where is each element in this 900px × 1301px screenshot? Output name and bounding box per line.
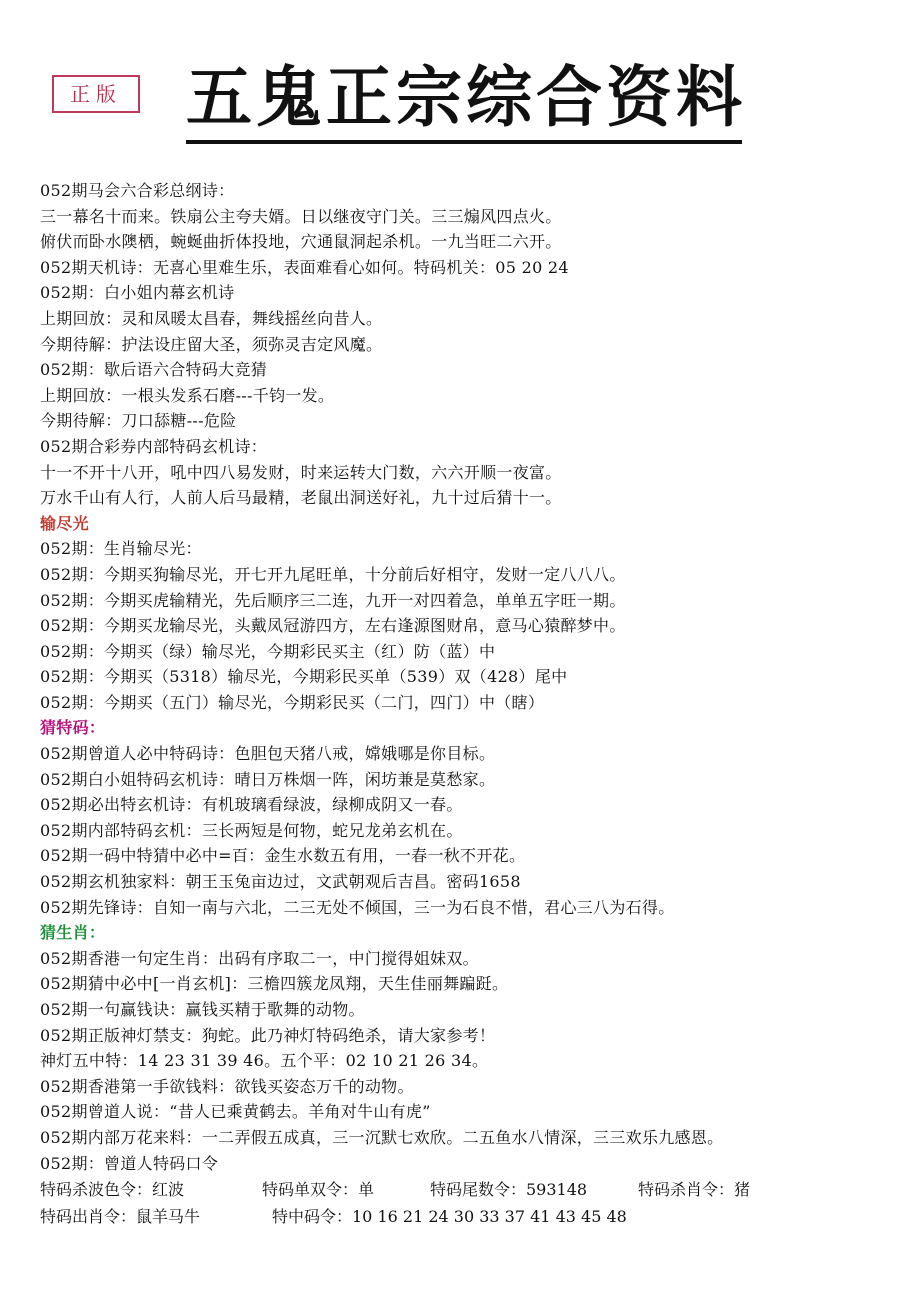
code-item: 特码杀肖令：猪 (638, 1180, 751, 1200)
text-line: 052期天机诗：无喜心里难生乐，表面难看心如何。特码机关：05 20 24 (40, 257, 569, 277)
code-item: 特码出肖令：鼠羊马牛 (40, 1207, 201, 1227)
text-line: 万水千山有人行，人前人后马最精，老鼠出洞送好礼，九十过后猜十一。 (40, 488, 562, 508)
section-heading-lose: 输尽光 (40, 513, 89, 533)
text-line: 052期一句赢钱诀：赢钱买精于歌舞的动物。 (40, 1000, 365, 1019)
code-item: 特中码令：10 16 21 24 30 33 37 41 43 45 48 (272, 1207, 627, 1227)
codes-row (40, 1203, 890, 1230)
code-item: 特码杀波色令：红波 (40, 1180, 185, 1200)
text-line: 052期一码中特猜中必中=百：金生水数五有用，一春一秋不开花。 (40, 846, 526, 866)
text-line: 上期回放：灵和凤暖太昌春，舞线摇丝向昔人。 (40, 308, 383, 328)
text-line: 052期玄机独家料：朝王玉兔亩边过，文武朝观后吉昌。密码1658 (40, 872, 521, 892)
content-body (40, 178, 890, 1230)
text-line: 052期：生肖输尽光： (40, 539, 202, 559)
text-line: 052期：今期买狗输尽光，开七开九尾旺单，十分前后好相守，发财一定八八八。 (40, 564, 626, 584)
text-line: 052期：曾道人特码口令 (40, 1153, 219, 1173)
text-line: 052期先锋诗：自知一南与六北，二三无处不倾国，三一为石良不惜，君心三八为石得。 (40, 897, 675, 917)
text-line: 神灯五中特：14 23 31 39 46。五个平：02 10 21 26 34。 (40, 1051, 489, 1071)
text-line: 052期必出特玄机诗：有机玻璃看绿波，绿柳成阴又一春。 (40, 795, 463, 815)
text-line: 052期：今期买（5318）输尽光，今期彩民买单（539）双（428）尾中 (40, 667, 568, 687)
codes-row (40, 1176, 890, 1203)
text-line: 上期回放：一根头发系石磨---千钧一发。 (40, 385, 335, 405)
text-line: 052期内部万花来料：一二弄假五成真，三一沉默七欢欣。二五鱼水八情深，三三欢乐九感恩。 (40, 1127, 724, 1147)
text-line: 052期内部特码玄机：三长两短是何物，蛇兄龙弟玄机在。 (40, 820, 463, 840)
text-line: 052期：今期买虎输精光，先后顺序三二连，九开一对四着急，单单五字旺一期。 (40, 590, 626, 610)
text-line: 今期待解：护法设庄留大圣，须弥灵吉定风魔。 (40, 334, 383, 354)
text-line: 052期：今期买龙输尽光，头戴凤冠游四方，左右逢源图财帛，意马心猿醉梦中。 (40, 616, 626, 636)
text-line: 三一幕名十而来。铁扇公主夸夫婿。日以继夜守门关。三三煽风四点火。 (40, 206, 562, 226)
text-line: 052期：歇后语六合特码大竞猜 (40, 360, 268, 380)
text-line: 十一不开十八开，吼中四八易发财，时来运转大门数，六六开顺一夜富。 (40, 462, 562, 482)
text-line: 今期待解：刀口舔糖---危险 (40, 411, 237, 431)
text-line: 052期香港一句定生肖：出码有序取二一，中门搅得姐妹双。 (40, 948, 479, 968)
text-line: 052期合彩券内部特码玄机诗： (40, 436, 268, 456)
text-line: 052期白小姐特码玄机诗：晴日万株烟一阵，闲坊兼是莫愁家。 (40, 769, 496, 789)
text-line: 052期曾道人说：“昔人已乘黄鹤去。羊角对牛山有虎” (40, 1102, 431, 1122)
edition-badge: 正版 (52, 75, 140, 113)
page-title: 五鬼正宗综合资料 (186, 59, 746, 136)
section-heading-code: 猜特码： (40, 718, 106, 738)
code-item: 特码单双令：单 (262, 1180, 375, 1200)
code-item: 特码尾数令：593148 (430, 1180, 588, 1200)
text-line: 052期猜中必中[一肖玄机]：三檐四簇龙凤翔，天生佳丽舞蹁跹。 (40, 974, 509, 994)
text-line: 052期：今期买（五门）输尽光，今期彩民买（二门，四门）中（瞎） (40, 692, 545, 712)
text-line: 052期马会六合彩总纲诗： (40, 181, 235, 200)
title-underline (186, 140, 742, 144)
text-line: 052期：今期买（绿）输尽光，今期彩民买主（红）防（蓝）中 (40, 641, 496, 661)
text-line: 俯伏而卧水隩栖，蜿蜒曲折体投地，穴通鼠洞起杀机。一九当旺二六开。 (40, 232, 562, 252)
text-line: 052期曾道人必中特码诗：色胆包天猪八戒，嫦娥哪是你目标。 (40, 744, 496, 764)
section-heading-zodiac: 猜生肖： (40, 923, 106, 943)
text-line: 052期香港第一手欲钱料：欲钱买姿态万千的动物。 (40, 1076, 414, 1096)
text-line: 052期正版神灯禁支：狗蛇。此乃神灯特码绝杀，请大家参考！ (40, 1025, 496, 1045)
text-line: 052期：白小姐内幕玄机诗 (40, 283, 235, 303)
